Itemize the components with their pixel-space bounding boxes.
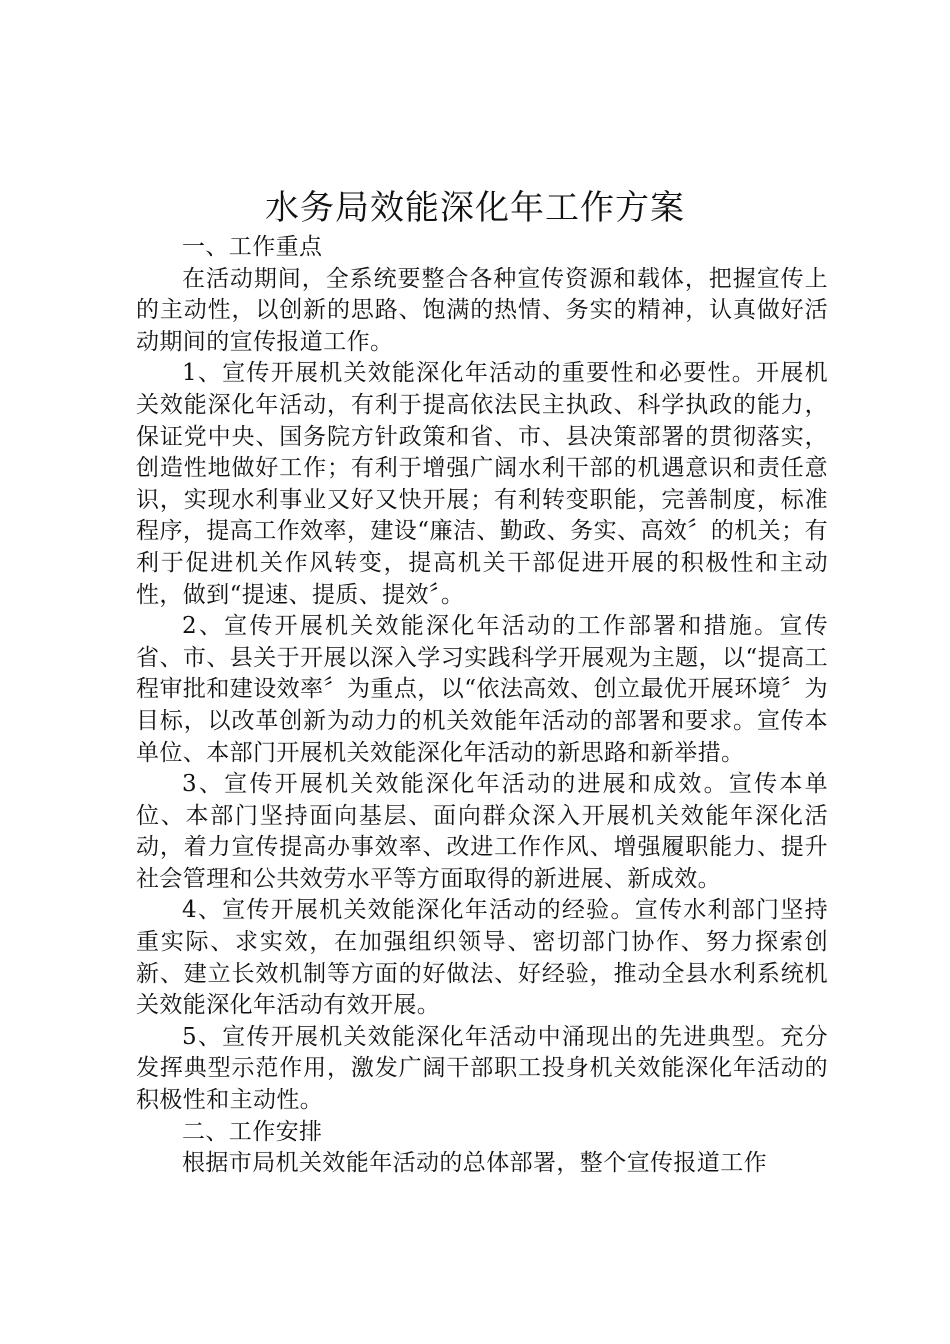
list-item-2: 2、宣传开展机关效能深化年活动的工作部署和措施。宣传省、市、县关于开展以深入学习实践科学开展观为主题，以“提高工程审批和建设效率〞为重点，以“依法高效、创立最优开展环境〞为目标，以改革创新为动力的机关效能年活动的部署和要求。宣传本单位、本部门开展机关效能深化年活动的新思路和新举措。 [136,613,828,766]
list-item-4: 4、宣传开展机关效能深化年活动的经验。宣传水利部门坚持重实际、求实效，在加强组织领导、密切部门协作、努力探索创新、建立长效机制等方面的好做法、好经验，推动全县水利系统机关效能深化年活动有效开展。 [136,897,828,1019]
document-body [136,232,828,1180]
document-title: 水务局效能深化年工作方案 [265,188,685,228]
list-item-3: 3、宣传开展机关效能深化年活动的进展和成效。宣传本单位、本部门坚持面向基层、面向群众深入开展机关效能年深化活动，着力宣传提高办事效率、改进工作作风、增强履职能力、提升社会管理和公共效劳水平等方面取得的新进展、新成效。 [136,771,828,892]
section-heading-work-focus: 一、工作重点 [182,234,323,260]
list-item-5: 5、宣传开展机关效能深化年活动中涌现出的先进典型。充分发挥典型示范作用，激发广阔干部职工投身机关效能深化年活动的积极性和主动性。 [136,1023,828,1114]
arrangement-paragraph: 根据市局机关效能年活动的总体部署，整个宣传报道工作 [182,1150,767,1177]
section-intro-paragraph: 在活动期间，全系统要整合各种宣传资源和载体，把握宣传上的主动性，以创新的思路、饱满的热情、务实的精神，认真做好活动期间的宣传报道工作。 [136,265,828,355]
section-heading-work-arrangement: 二、工作安排 [182,1118,323,1145]
list-item-1: 1、宣传开展机关效能深化年活动的重要性和必要性。开展机关效能深化年活动，有利于提高依法民主执政、科学执政的能力，保证党中央、国务院方针政策和省、市、县决策部署的贯彻落实，创造性地做好工作；有利于增强广阔水利干部的机遇意识和责任意识，实现水利事业又好又快开展；有利转变职能，完善制度，标准程序，提高工作效率，建设“廉洁、勤政、务实、高效〞的机关；有利于促进机关作风转变，提高机关干部促进开展的积极性和主动性，做到“提速、提质、提效〞。 [136,360,828,608]
